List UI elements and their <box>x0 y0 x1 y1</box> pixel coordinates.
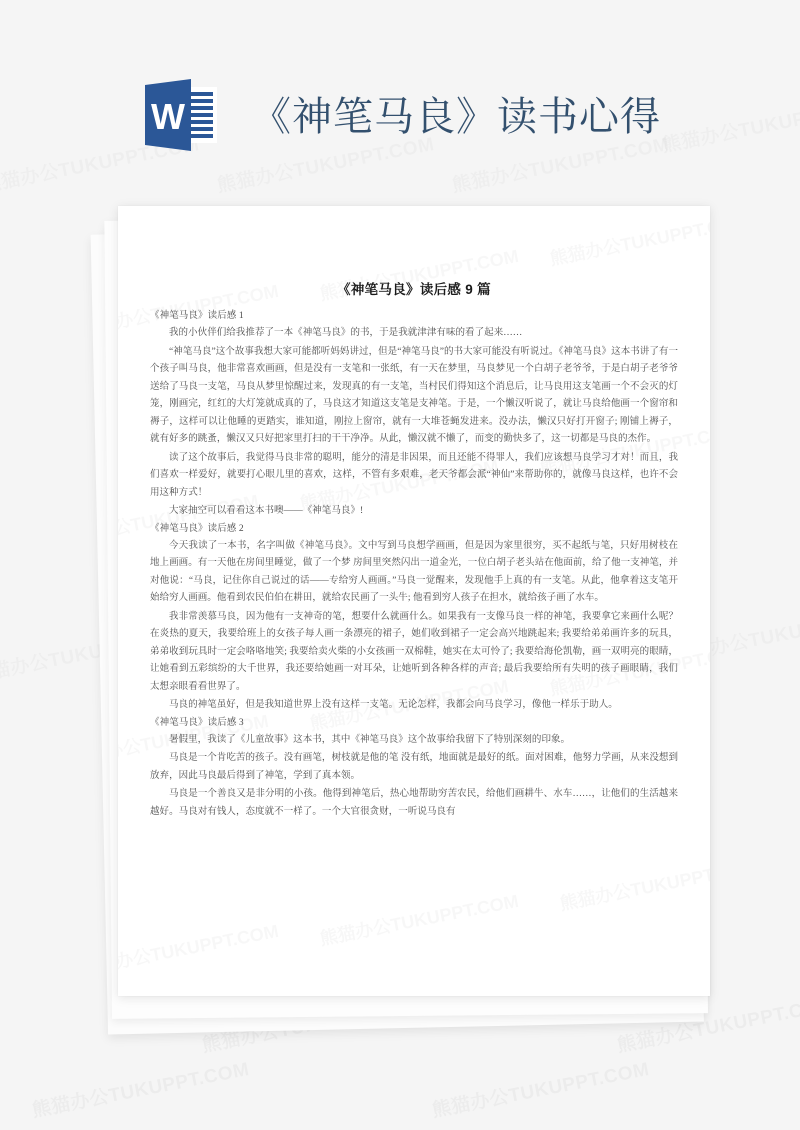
body-paragraph: “神笔马良”这个故事我想大家可能都听妈妈讲过，但是“神笔马良”的书大家可能没有听说过。《神笔马良》这本书讲了有一个孩子叫马良，他非常喜欢画画，但是没有一支笔和一张纸，有一天在梦里，马良梦见一个白胡子老爷爷，于是白胡子老爷爷送给了马良一支笔，马良从梦里惊醒过来，发现真的有一支笔，当村民们得知这个消息后，让马良用这支笔画一个不会灭的灯笼，刚画完，红红的大灯笼就成真的了，马良这才知道这支笔是支神笔。于是，一个懒汉听说了，就让马良给他画一个窗帘和褥子，这样可以让他睡的更踏实，谁知道，刚拉上窗帘，就有一大堆苍蝇发进来。没办法，懒汉只好打开窗子; 刚铺上褥子，就有好多的跳蚤，懒汉又只好把家里打扫的干干净净。从此，懒汉就不懒了，而变的勤快多了，这一切都是马良的杰作。 <box>150 346 678 445</box>
body-paragraph: 我非常羡慕马良，因为他有一支神奇的笔，想要什么就画什么。如果我有一支像马良一样的神笔，我要拿它来画什么呢？在炎热的夏天，我要给班上的女孩子每人画一条漂亮的裙子，她们收到裙子一定会高兴地跳起来; 我要给弟弟画许多的玩具，弟弟收到玩具时一定会咯咯地笑; 我要给卖火柴的小女孩画一双棉鞋，她实在太可怜了; 我要给海伦凯勒，画一双明亮的眼睛，让她看到五彩缤纷的大千世界，我还要给她画一对耳朵，让她听到各种各样的声音; 最后我要给所有失明的孩子画眼睛，我们太想亲眼看看世界了。 <box>150 611 678 692</box>
body-paragraph: 我的小伙伴们给我推荐了一本《神笔马良》的书，于是我就津津有味的看了起来…… <box>169 328 523 339</box>
word-document-icon <box>139 75 223 159</box>
page-title: 《神笔马良》读书心得 <box>251 95 661 139</box>
body-paragraph: 大家抽空可以看看这本书噢——《神笔马良》! <box>169 506 364 517</box>
body-paragraph: 马良是一个善良又是非分明的小孩。他得到神笔后，热心地帮助穷苦农民，给他们画耕牛、水车……，让他们的生活越来越好。马良对有钱人，态度就不一样了。一个大官很贪财，一听说马良有 <box>150 789 678 817</box>
body-paragraph: 暑假里，我读了《儿童故事》这本书，其中《神笔马良》这个故事给我留下了特别深刻的印象。 <box>169 734 571 745</box>
section-heading: 《神笔马良》读后感 1 <box>150 311 244 321</box>
document-body <box>118 206 710 822</box>
watermark-text <box>317 887 520 951</box>
body-paragraph: 马良的神笔虽好，但是我知道世界上没有这样一支笔。无论怎样，我都会向马良学习，像他一样乐于助人。 <box>169 700 618 711</box>
body-paragraph: 今天我读了一本书，名字叫做《神笔马良》。文中写到马良想学画画，但是因为家里很穷，买不起纸与笔，只好用树枝在地上画画。有一天他在房间里睡觉，做了一个梦 房间里突然闪出一道金光，一位白胡子老头站在他面前，给了他一支神笔，并对他说：“马良，记住你自己说过的话——专给穷人画画。”马良一觉醒来，发现他手上真的有一支笔。从此，他拿着这支笔开始给穷人画画。他看到农民伯伯在耕田，就给农民画了一头牛; 他看到穷人孩子在担水，就给孩子画了水车。 <box>150 540 678 604</box>
section-heading: 《神笔马良》读后感 2 <box>150 523 244 534</box>
watermark-text <box>557 852 710 916</box>
document-title: 《神笔马良》读后感 9 篇 <box>337 282 491 297</box>
watermark-text <box>118 917 281 981</box>
body-paragraph: 马良是一个肯吃苦的孩子。没有画笔，树枝就是他的笔 没有纸，地面就是最好的纸。面对困难，他努力学画，从来没想到放弃，因此马良最后得到了神笔，学到了真本领。 <box>150 753 678 781</box>
section-heading: 《神笔马良》读后感 3 <box>150 717 244 728</box>
page-header <box>0 62 800 172</box>
page-sheet-front[interactable] <box>118 206 710 996</box>
body-paragraph: 读了这个故事后，我觉得马良非常的聪明，能分的清是非因果，而且还能不得罪人，我们应该想马良学习才对！而且，我们喜欢一样爱好，就要打心眼儿里的喜欢，这样，不管有多艰难，老天爷都会派“神仙”来帮助你的，就像马良这样，也许不会用这种方式！ <box>150 452 678 498</box>
svg-text:W: W <box>151 96 185 137</box>
document-content <box>150 309 678 821</box>
